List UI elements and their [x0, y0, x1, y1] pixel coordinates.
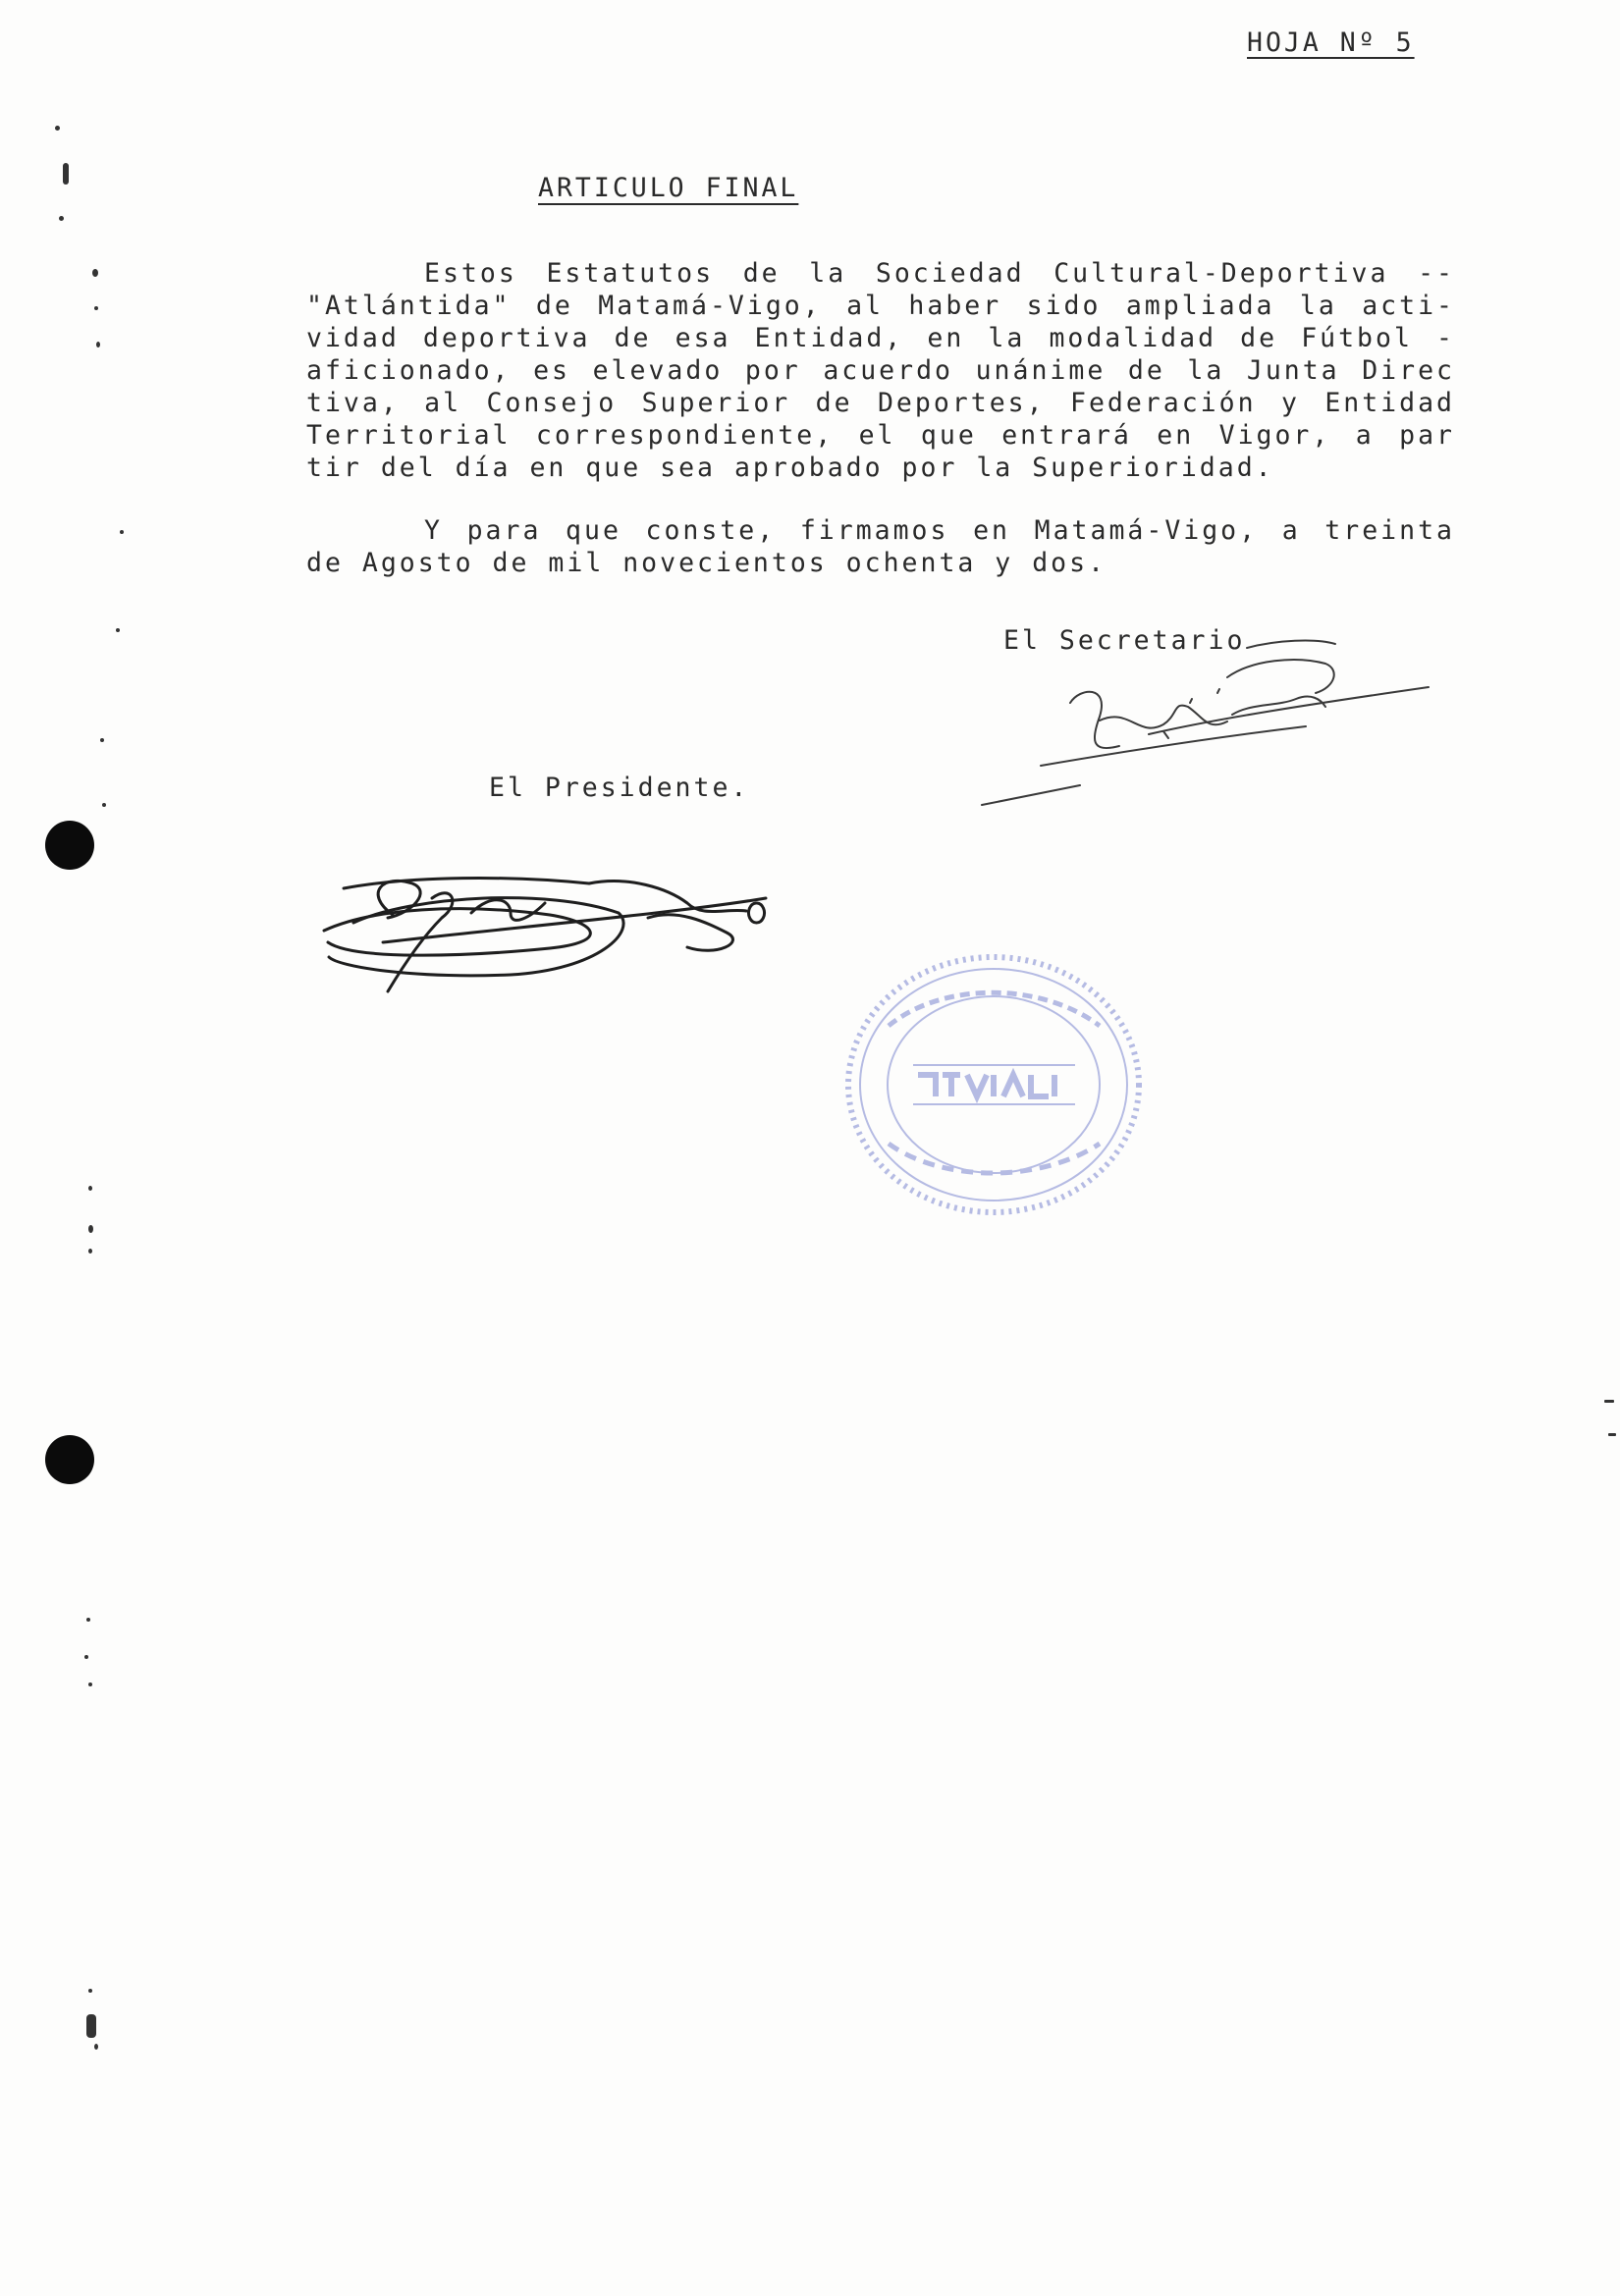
paragraph-signing-statement: [306, 514, 1455, 579]
text-line: tiva, al Consejo Superior de Deportes, Federación y Entidad: [306, 388, 1455, 418]
text-line: vidad deportiva de esa Entidad, en la modalidad de Fútbol -: [306, 323, 1455, 353]
page-number: HOJA Nº 5: [1247, 27, 1415, 58]
text-line: Estos Estatutos de la Sociedad Cultural-Deportiva --: [424, 258, 1455, 289]
section-heading: ARTICULO FINAL: [538, 173, 799, 203]
text-line: Y para que conste, firmamos en Matamá-Vigo, a treinta: [424, 515, 1455, 546]
president-label: El Presidente.: [489, 773, 750, 803]
text-line: Territorial correspondiente, el que entrará en Vigor, a par: [306, 420, 1455, 451]
binder-hole-top: [45, 821, 94, 870]
paragraph-final-article: [306, 257, 1455, 484]
text-line: aficionado, es elevado por acuerdo unánime de la Junta Direc: [306, 355, 1455, 386]
text-line: de Agosto de mil novecientos ochenta y dos.: [306, 548, 1107, 578]
binder-hole-bottom: [45, 1435, 94, 1484]
text-line: tir del día en que sea aprobado por la Superioridad.: [306, 453, 1274, 483]
secretary-label: El Secretario: [1003, 625, 1246, 656]
text-line: "Atlántida" de Matamá-Vigo, al haber sido ampliada la acti-: [306, 291, 1455, 321]
